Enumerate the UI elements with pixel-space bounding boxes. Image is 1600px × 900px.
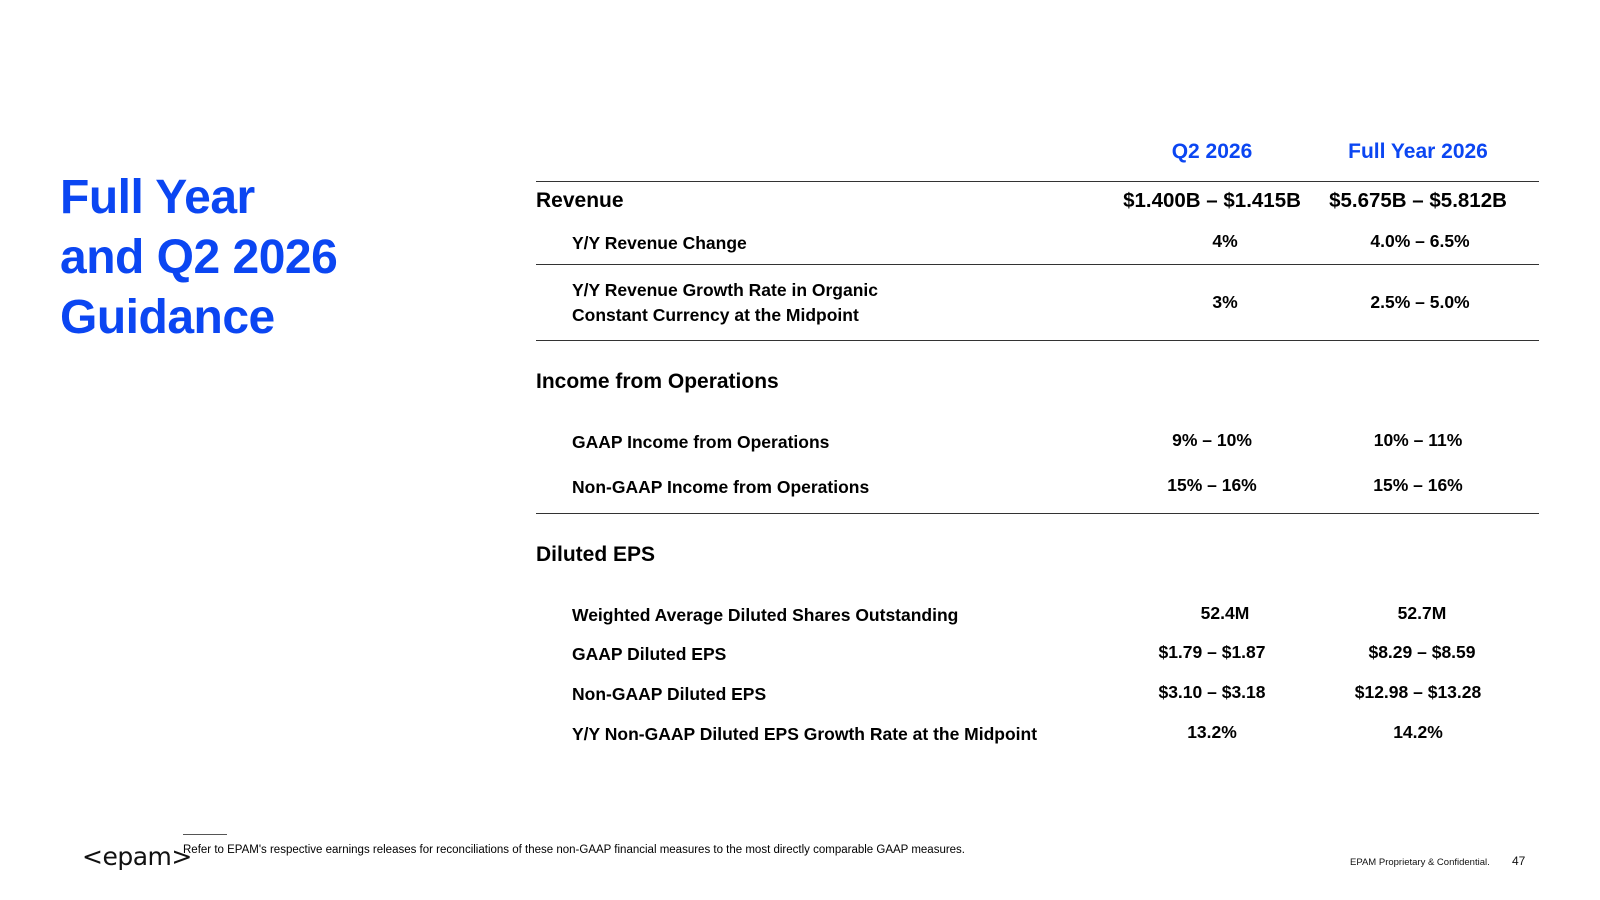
divider-income	[536, 513, 1539, 514]
page-number: 47	[1512, 854, 1526, 868]
title-line-2: and Q2 2026	[60, 231, 338, 284]
row-label-organic-growth	[572, 278, 878, 328]
organic-growth-fy: 2.5% – 5.0%	[1370, 292, 1470, 312]
organic-growth-label-line-2: Constant Currency at the Midpoint	[572, 305, 859, 325]
eps-growth-q2: 13.2%	[1187, 722, 1237, 742]
row-label-gaap-income: GAAP Income from Operations	[572, 432, 830, 452]
shares-q2: 52.4M	[1200, 603, 1250, 623]
gaap-income-q2: 9% – 10%	[1172, 430, 1252, 450]
row-label-shares: Weighted Average Diluted Shares Outstanding	[572, 605, 959, 625]
shares-fy: 52.7M	[1397, 603, 1447, 623]
row-label-non-gaap-eps: Non-GAAP Diluted EPS	[572, 684, 767, 704]
gaap-eps-fy: $8.29 – $8.59	[1368, 642, 1476, 662]
non-gaap-eps-q2: $3.10 – $3.18	[1158, 682, 1266, 702]
title-line-1: Full Year	[60, 171, 255, 224]
divider-header	[536, 181, 1539, 182]
title-line-3: Guidance	[60, 291, 275, 344]
divider-revenue-1	[536, 264, 1539, 265]
divider-revenue-2	[536, 340, 1539, 341]
column-header-full-year: Full Year 2026	[1348, 140, 1488, 163]
confidential-notice: EPAM Proprietary & Confidential.	[1350, 857, 1490, 868]
section-income-label: Income from Operations	[536, 370, 779, 393]
page-title	[60, 168, 337, 348]
row-label-eps-growth: Y/Y Non-GAAP Diluted EPS Growth Rate at the Midpoint	[572, 724, 1038, 744]
epam-logo: <epam>	[82, 842, 192, 871]
yy-revenue-change-q2: 4%	[1212, 231, 1238, 251]
non-gaap-eps-fy: $12.98 – $13.28	[1354, 682, 1482, 702]
row-label-gaap-eps: GAAP Diluted EPS	[572, 644, 727, 664]
non-gaap-income-q2: 15% – 16%	[1167, 475, 1257, 495]
non-gaap-income-fy: 15% – 16%	[1373, 475, 1463, 495]
eps-growth-fy: 14.2%	[1393, 722, 1443, 742]
footnote-text: Refer to EPAM's respective earnings releases for reconciliations of these non-GAAP financial measures to the most directly comparable GAAP measures.	[183, 844, 966, 856]
row-label-yy-revenue-change: Y/Y Revenue Change	[572, 233, 747, 253]
organic-growth-q2: 3%	[1212, 292, 1238, 312]
revenue-q2-value: $1.400B – $1.415B	[1123, 189, 1301, 212]
revenue-fy-value: $5.675B – $5.812B	[1329, 189, 1507, 212]
section-eps-label: Diluted EPS	[536, 543, 656, 566]
organic-growth-label-line-1: Y/Y Revenue Growth Rate in Organic	[572, 280, 879, 300]
row-label-non-gaap-income: Non-GAAP Income from Operations	[572, 477, 870, 497]
yy-revenue-change-fy: 4.0% – 6.5%	[1370, 231, 1470, 251]
gaap-eps-q2: $1.79 – $1.87	[1158, 642, 1266, 662]
footnote-divider	[183, 834, 227, 835]
column-header-q2: Q2 2026	[1171, 140, 1253, 163]
section-revenue-label: Revenue	[536, 189, 624, 212]
gaap-income-fy: 10% – 11%	[1373, 430, 1463, 450]
